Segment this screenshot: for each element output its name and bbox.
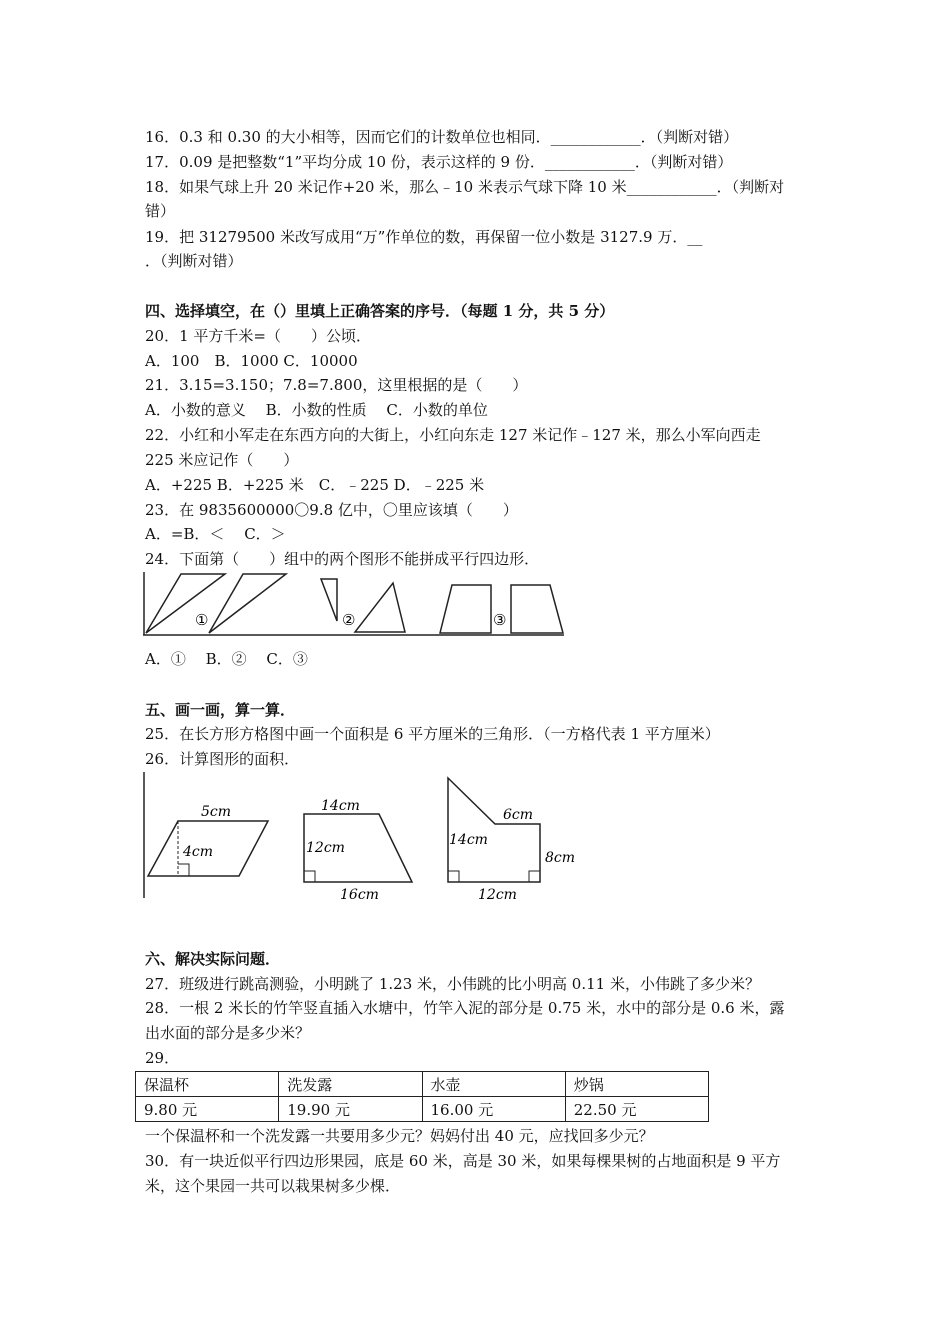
question-24: 24．下面第（ ）组中的两个图形不能拼成平行四边形． bbox=[145, 550, 540, 568]
price-table bbox=[135, 1071, 709, 1122]
question-21-options: A．小数的意义 B．小数的性质 C．小数的单位 bbox=[145, 401, 488, 419]
question-22-options: A．+225 B．+225 米 C．﹣225 D．﹣225 米 bbox=[145, 476, 485, 494]
question-23: 23．在 9835600000〇9.8 亿中，〇里应该填（ ） bbox=[145, 501, 518, 519]
price-cell: 19.90 元 bbox=[279, 1097, 422, 1122]
group-label-2: ② bbox=[342, 611, 356, 629]
question-25: 25．在长方形方格图中画一个面积是 6 平方厘米的三角形．（一方格代表 1 平方厘米） bbox=[145, 725, 720, 743]
question-28-line1: 28．一根 2 米长的竹竿竖直插入水塘中，竹竿入泥的部分是 0.75 米，水中的部分是 0.6 米，露 bbox=[145, 999, 785, 1017]
question-22-line2: 225 米应记作（ ） bbox=[145, 451, 299, 469]
fig1-height-label: 4cm bbox=[183, 844, 214, 860]
question-21: 21．3.15=3.150；7.8=7.800，这里根据的是（ ） bbox=[145, 376, 528, 394]
fig2-side-label: 12cm bbox=[306, 840, 345, 856]
section-5-title: 五、画一画，算一算． bbox=[145, 701, 296, 719]
question-17: 17．0.09 是把整数“1”平均分成 10 份，表示这样的 9 份．____________．（判断对错） bbox=[145, 153, 733, 171]
fig3-left-label: 14cm bbox=[449, 832, 488, 848]
question-18-line1: 18．如果气球上升 20 米记作+20 米，那么﹣10 米表示气球下降 10 米____________．（判断对 bbox=[145, 178, 785, 196]
area-figures bbox=[143, 768, 583, 903]
question-26: 26．计算图形的面积． bbox=[145, 750, 300, 768]
item-cell: 炒锅 bbox=[565, 1072, 708, 1097]
question-20-options: A．100 B．1000 C．10000 bbox=[145, 352, 358, 370]
section-4-title: 四、选择填空，在（）里填上正确答案的序号．（每题 1 分，共 5 分） bbox=[145, 302, 615, 320]
question-23-options: A．=B．＜ C．＞ bbox=[145, 525, 286, 543]
price-cell: 9.80 元 bbox=[136, 1097, 279, 1122]
fig1-top-label: 5cm bbox=[201, 804, 232, 820]
question-19-line2: ．（判断对错） bbox=[145, 252, 243, 270]
fig2-top-label: 14cm bbox=[321, 798, 360, 814]
price-cell: 16.00 元 bbox=[422, 1097, 565, 1122]
shape-groups-figure bbox=[143, 571, 565, 637]
price-cell: 22.50 元 bbox=[565, 1097, 708, 1122]
table-row bbox=[136, 1072, 709, 1097]
table-row bbox=[136, 1097, 709, 1122]
question-16: 16．0.3 和 0.30 的大小相等，因而它们的计数单位也相同．____________．（判断对错） bbox=[145, 128, 739, 146]
group-label-3: ③ bbox=[493, 611, 507, 629]
fig3-top-label: 6cm bbox=[503, 807, 534, 823]
question-18-line2: 错） bbox=[145, 202, 176, 220]
question-27: 27．班级进行跳高测验，小明跳了 1.23 米，小伟跳的比小明高 0.11 米，小伟跳了多少米？ bbox=[145, 975, 760, 993]
question-30-line1: 30．有一块近似平行四边形果园，底是 60 米，高是 30 米，如果每棵果树的占地面积是 9 平方 bbox=[145, 1152, 781, 1170]
question-29: 29． bbox=[145, 1049, 180, 1067]
section-6-title: 六、解决实际问题． bbox=[145, 950, 281, 968]
item-cell: 水壶 bbox=[422, 1072, 565, 1097]
fig2-bottom-label: 16cm bbox=[340, 887, 379, 903]
question-28-line2: 出水面的部分是多少米？ bbox=[145, 1024, 311, 1042]
fig3-bottom-label: 12cm bbox=[478, 887, 517, 903]
question-29-text: 一个保温杯和一个洗发露一共要用多少元？妈妈付出 40 元，应找回多少元？ bbox=[145, 1127, 654, 1145]
item-cell: 洗发露 bbox=[279, 1072, 422, 1097]
group-label-1: ① bbox=[195, 611, 209, 629]
question-22-line1: 22．小红和小军走在东西方向的大街上，小红向东走 127 米记作﹣127 米，那么小军向西走 bbox=[145, 426, 761, 444]
question-20: 20．1 平方千米=（ ）公顷． bbox=[145, 327, 371, 345]
question-24-options: A．① B．② C．③ bbox=[145, 650, 308, 668]
fig3-right-label: 8cm bbox=[545, 850, 576, 866]
question-19-line1: 19．把 31279500 米改写成用“万”作单位的数，再保留一位小数是 3127.9 万．__ bbox=[145, 228, 703, 246]
question-30-line2: 米，这个果园一共可以栽果树多少棵． bbox=[145, 1177, 401, 1195]
item-cell: 保温杯 bbox=[136, 1072, 279, 1097]
